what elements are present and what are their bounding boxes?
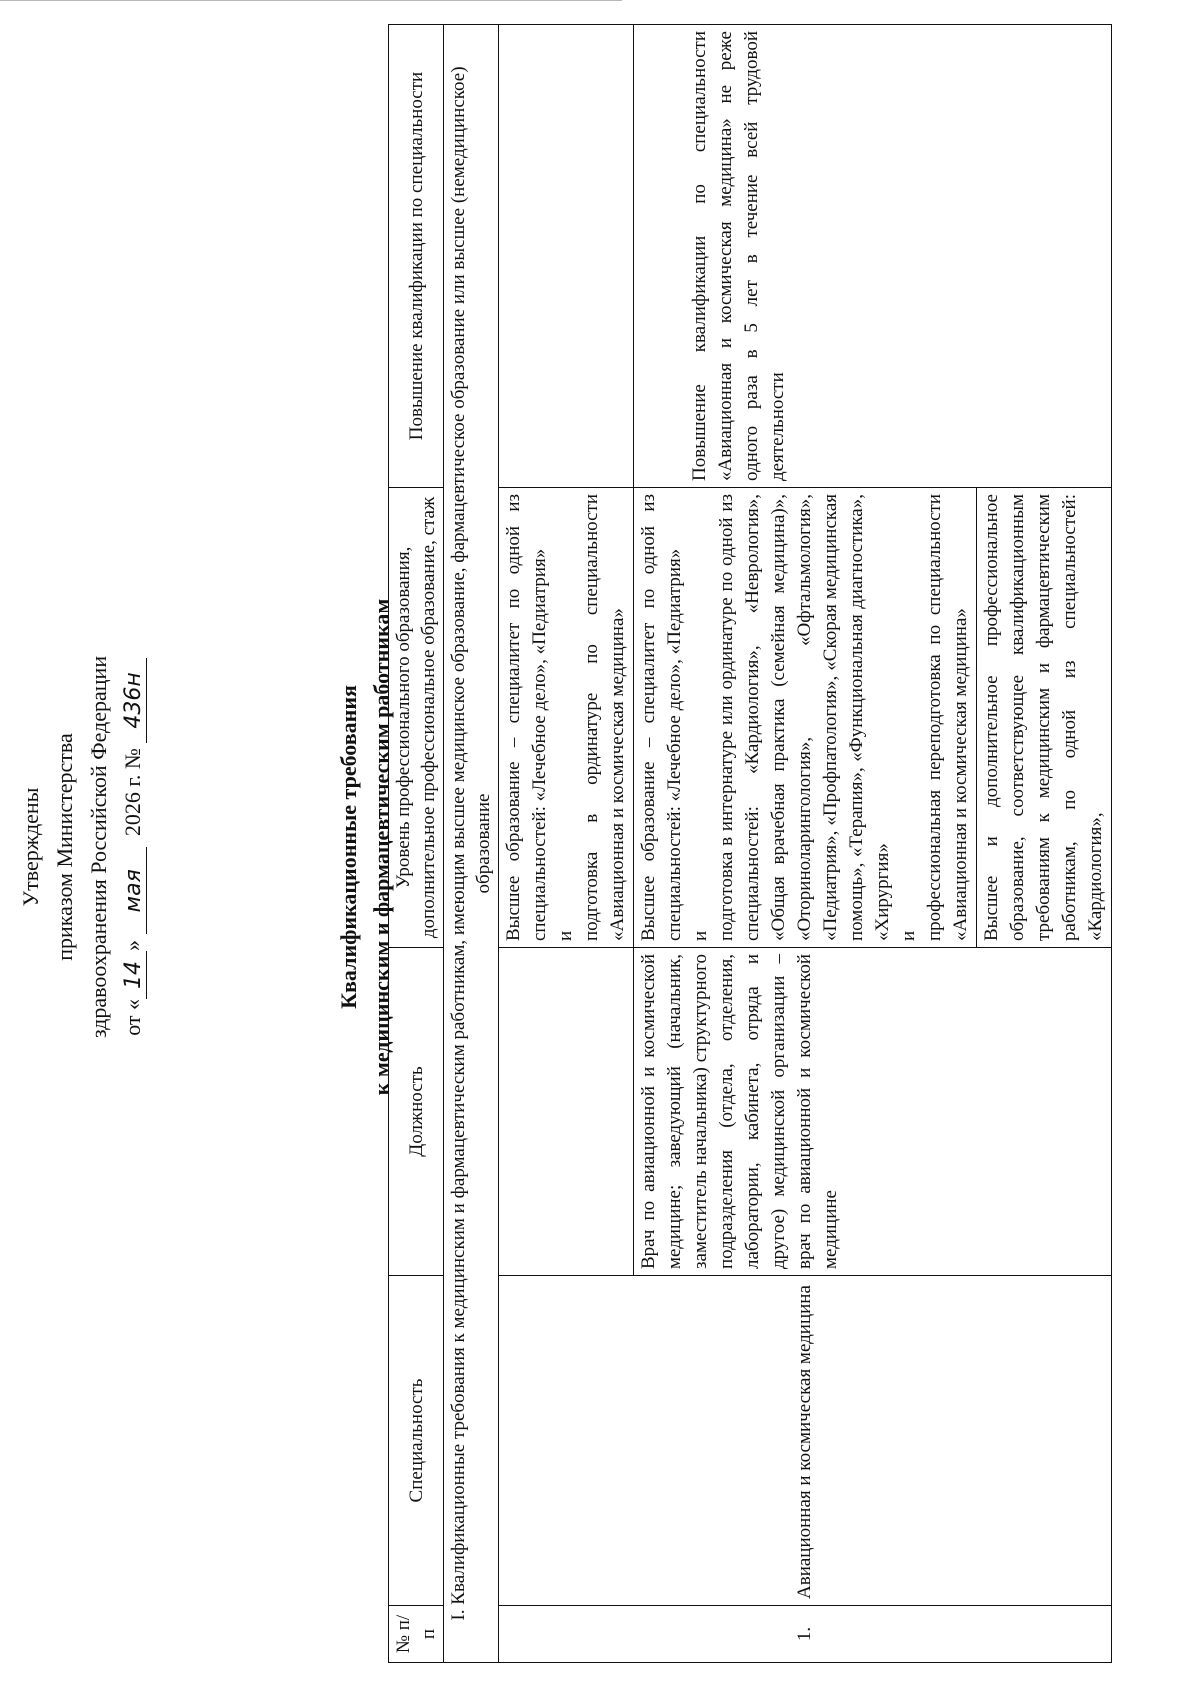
document-title: Квалификационные требования к медицинским и фармацевтическим работникам — [336, 598, 394, 1096]
approval-number: 436н — [121, 658, 147, 742]
position-empty-cell — [499, 948, 634, 1276]
header-specialty: Специальность — [389, 1276, 444, 1606]
row-qualification: Повышение квалификации по специальности «Авиационная и космическая медицина» не реже одного раза в 5 лет в течение всей трудовой деятельности — [634, 25, 1112, 488]
header-position: Должность — [389, 948, 444, 1276]
row-number: 1. — [499, 1606, 1112, 1663]
row-position: Врач по авиационной и космической медицине; заведующий (начальник, заместитель начальника) структурного подразделения (отдела, отделения, лаборатории, кабинета, отряда и другое) медицинской организации – врач по авиационной и космической медицине — [634, 948, 1112, 1276]
requirements-table — [388, 24, 1112, 1663]
header-education: Уровень профессионального образования, дополнительное профессиональное образование, стаж — [389, 488, 444, 948]
education-variant-b: Высшее образование – специалитет по одной из специальностей: «Лечебное дело», «Педиатрия» и подготовка в интернатуре или ординатуре по одной из специальностей: «Кардиология», «Неврология», «Общая врачебная практика (семейная медицина)», «Оториноларингология», «Офтальмология», «Педиатрия», «Профпатология», «Скорая медицинская помощь», «Терапия», «Функциональная диагностика», «Хирургия» и профессиональная переподготовка по специальности «Авиационная и космическая медицина» — [634, 488, 977, 948]
header-num: № п/п — [389, 1606, 444, 1663]
section-row — [444, 25, 499, 1663]
row-specialty: Авиационная и космическая медицина — [499, 1276, 1112, 1606]
approval-day: 14 — [121, 951, 147, 999]
qualification-empty-cell — [499, 25, 634, 488]
header-qualification: Повышение квалификации по специальности — [389, 25, 444, 488]
approval-month: мая — [121, 847, 147, 934]
section-title: I. Квалификационные требования к медицинским и фармацевтическим работникам, имеющим высшее медицинское образование, фармацевтическое образование или высшее (немедицинское) образование — [444, 25, 499, 1663]
table-row — [499, 25, 634, 1663]
approval-line-2: приказом Министерства — [52, 733, 77, 961]
education-variant-a: Высшее образование – специалитет по одной из специальностей: «Лечебное дело», «Педиатрия» и подготовка в ординатуре по специальности «Авиационная и космическая медицина» — [499, 488, 634, 948]
approval-line-3: здравоохранения Российской Федерации — [86, 655, 111, 1039]
approval-line-1: Утверждены — [18, 787, 43, 907]
education-variant-c: Высшее и дополнительное профессиональное образование, соответствующее квалификационным требованиям к медицинским и фармацевтическим работникам, по одной из специальностей: «Кардиология», — [977, 488, 1112, 948]
table-header-row — [389, 25, 444, 1663]
approval-line-4: от «14» мая 2026 г. № 436н — [116, 0, 151, 1694]
